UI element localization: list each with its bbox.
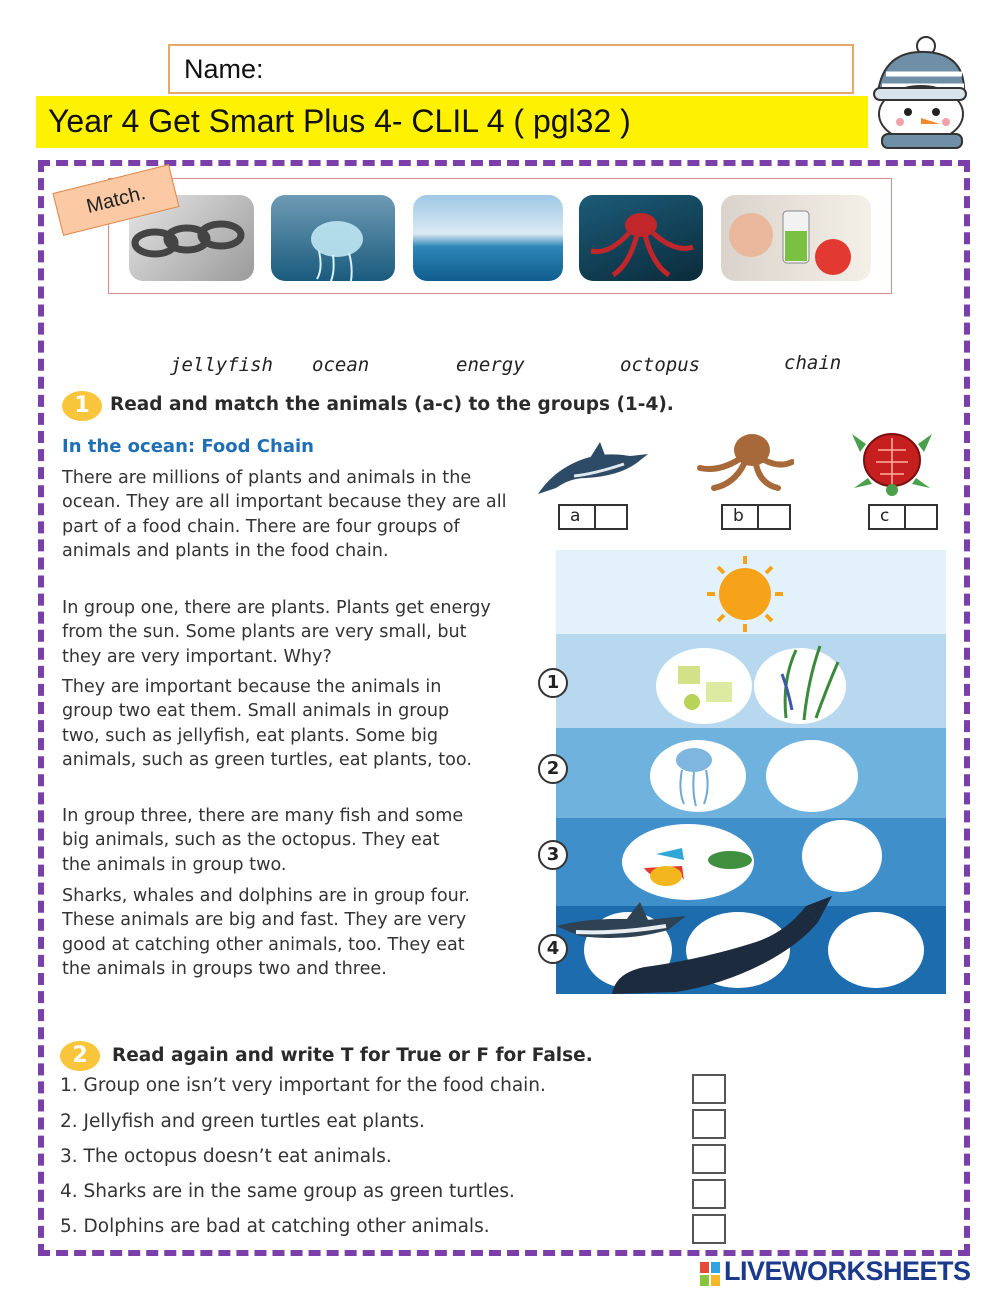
dolphin-icon	[534, 436, 652, 502]
statement-5: 5. Dolphins are bad at catching other animals.	[60, 1216, 490, 1237]
group-1-number: 1	[538, 668, 568, 698]
group-4-number: 4	[538, 934, 568, 964]
food-chain-diagram	[556, 550, 946, 994]
word-energy[interactable]: energy	[456, 354, 525, 376]
exercise-1-badge: 1	[62, 391, 102, 421]
title-bar	[36, 96, 868, 148]
word-chain[interactable]: chain	[784, 352, 842, 374]
answer-box-a[interactable]: a	[558, 504, 628, 530]
word-jellyfish[interactable]: jellyfish	[170, 354, 273, 376]
exercise-1-instruction: Read and match the animals (a-c) to the groups (1-4).	[110, 394, 674, 415]
answer-box-2[interactable]	[692, 1109, 726, 1139]
brand-wordmark: LIVEWORKSHEETS	[724, 1256, 971, 1286]
paragraph-1: There are millions of plants and animals in the ocean. They are all important because they are all part of a food chain. There are four groups of animals and plants in the food chain.	[62, 468, 507, 562]
answer-box-b[interactable]: b	[721, 504, 791, 530]
statement-4: 4. Sharks are in the same group as green turtles.	[60, 1181, 515, 1202]
turtle-icon	[846, 426, 938, 500]
exercise-2-badge: 2	[60, 1041, 100, 1071]
text-subheading: In the ocean: Food Chain	[62, 436, 314, 457]
statement-2: 2. Jellyfish and green turtles eat plants.	[60, 1111, 425, 1132]
answer-box-3[interactable]	[692, 1144, 726, 1174]
page-title: Year 4 Get Smart Plus 4- CLIL 4 ( pgl32 )	[48, 103, 631, 139]
exercise-2-instruction: Read again and write T for True or F for False.	[112, 1045, 593, 1066]
answer-box-5[interactable]	[692, 1214, 726, 1244]
group-3-number: 3	[538, 840, 568, 870]
name-label: Name:	[184, 54, 264, 84]
paragraph-4: In group three, there are many fish and some big animals, such as the octopus. They eat the animals in group two.	[62, 806, 464, 875]
ocean-picture[interactable]	[413, 195, 563, 281]
paragraph-2: In group one, there are plants. Plants get energy from the sun. Some plants are very small, but they are very important. Why?	[62, 598, 491, 667]
octopus-icon	[694, 428, 794, 496]
octopus-picture[interactable]	[579, 195, 703, 281]
picture-strip	[108, 178, 892, 294]
word-ocean[interactable]: ocean	[312, 354, 370, 376]
word-octopus[interactable]: octopus	[620, 354, 701, 376]
answer-box-1[interactable]	[692, 1074, 726, 1104]
jellyfish-picture[interactable]	[271, 195, 395, 281]
paragraph-3: They are important because the animals in group two eat them. Small animals in group two, such as jellyfish, eat plants. Some big animals, such as green turtles, eat plants, too.	[62, 677, 472, 771]
group-2-number: 2	[538, 754, 568, 784]
paragraph-5: Sharks, whales and dolphins are in group four. These animals are big and fast. They are very good at catching other animals, too. They eat the animals in groups two and three.	[62, 886, 470, 980]
energy-picture[interactable]	[721, 195, 871, 281]
snowman-icon	[864, 34, 974, 150]
name-field[interactable]	[168, 44, 854, 94]
answer-box-4[interactable]	[692, 1179, 726, 1209]
statement-3: 3. The octopus doesn’t eat animals.	[60, 1146, 392, 1167]
match-tag: Match.	[52, 164, 179, 236]
statement-1: 1. Group one isn’t very important for the food chain.	[60, 1075, 546, 1096]
liveworksheets-logo-icon	[700, 1262, 720, 1286]
answer-box-c[interactable]: c	[868, 504, 938, 530]
